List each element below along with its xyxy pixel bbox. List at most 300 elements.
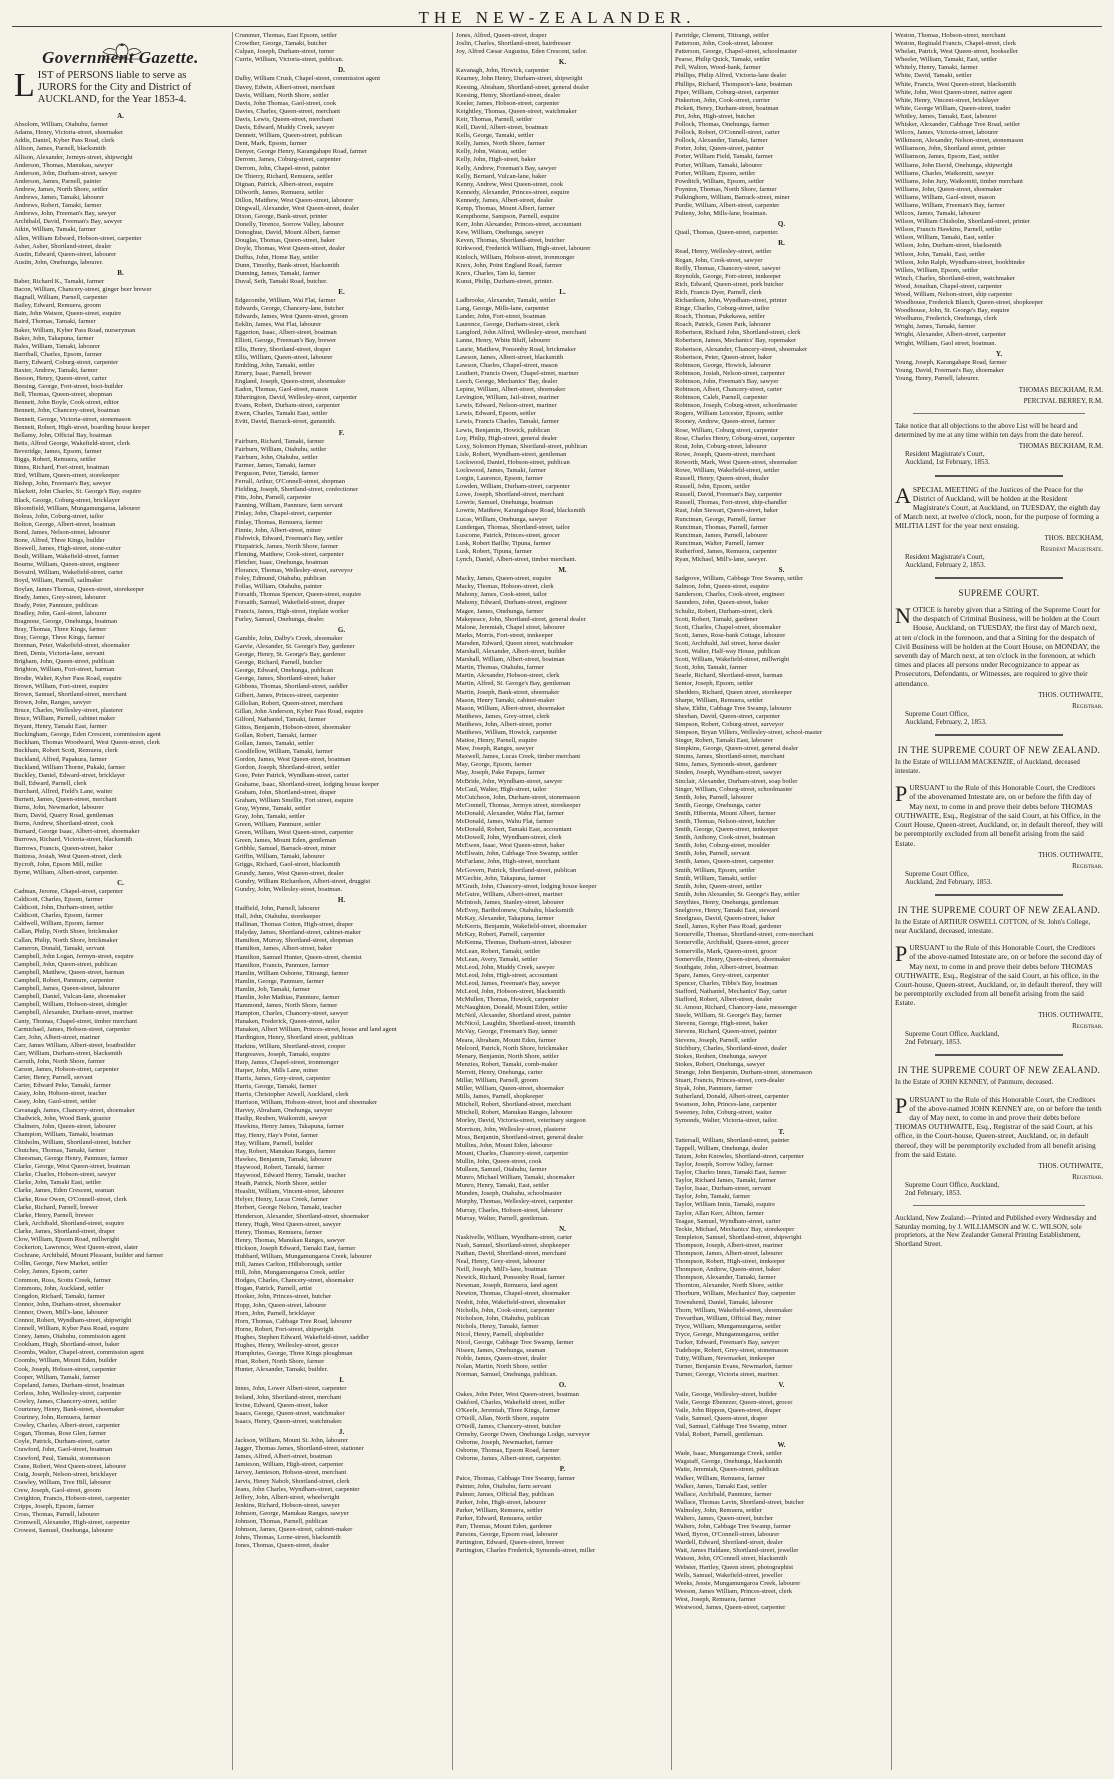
list-item: Heath, Patrick, North Shore, settler xyxy=(235,1180,327,1188)
list-item: Oakford, Charles, Wakefield street, miller xyxy=(456,1398,565,1406)
list-item: Davies, Charles, Queen-street, merchant xyxy=(235,107,341,115)
list-item: Smith, James, Queen-street, carpenter xyxy=(675,858,774,866)
location: Supreme Court Office, Auckland, xyxy=(905,1181,1000,1190)
divider xyxy=(935,577,1063,579)
list-item: Macky, Thomas, Hobson-street, clerk xyxy=(456,583,554,591)
list-item: Pearse, Philip Quick, Tamaki, settler xyxy=(675,56,770,64)
list-item: Gillolian, Robert, Queen-street, merchant xyxy=(235,699,343,707)
signature: Registrar. xyxy=(1072,861,1103,870)
list-item: Hopp, John, Queen-street, labourer xyxy=(235,1301,327,1309)
list-item: Jamieson, William, High-street, carpenter xyxy=(235,1461,344,1469)
list-item: Lucas, William, Onehunga, sawyer xyxy=(456,515,548,523)
section-letter: T. xyxy=(778,1127,785,1136)
list-item: Roach, Patrick, Green Park, labourer xyxy=(675,321,771,329)
list-item: Gollan, James, Tamaki, settler xyxy=(235,740,314,748)
list-item: Donelly, Terence, Sorrow Valley, labourer xyxy=(235,221,345,229)
list-item: Allison, James, Parnell, blacksmith xyxy=(14,145,106,153)
list-item: Newton, Thomas, Chapel-street, shoemaker xyxy=(456,1290,570,1298)
list-item: Coombs, William, Mount Eden, builder xyxy=(14,1357,118,1365)
signature: Registrar. xyxy=(1072,1173,1103,1182)
list-item: Runciman, Thomas, Parnell, farmer xyxy=(675,523,769,531)
list-item: Rooney, Andrew, Queen-street, farmer xyxy=(675,418,776,426)
divider xyxy=(935,1054,1063,1056)
list-item: Cogan, Thomas, Rose Glen, farmer xyxy=(14,1430,107,1438)
list-item: Rust, John Stewart, Queen-street, baker xyxy=(675,507,779,515)
list-item: Phillips, Richard, Thompson's-lane, boatman xyxy=(675,80,792,88)
list-item: Kell, David, Albert-street, boatman xyxy=(456,124,548,132)
list-item: Scott, John, Tamaki, farmer xyxy=(675,664,747,672)
list-item: Mason, William, Albert-street, shoemaker xyxy=(456,704,566,712)
list-item: Millar, William, Parnell, groom xyxy=(456,1077,539,1084)
list-item: George, Richard, Parnell, butcher xyxy=(235,659,323,667)
section-letter: Y. xyxy=(995,349,1003,358)
list-item: McDonald, James, Wahu Flat, farmer xyxy=(456,818,554,825)
estate-title: In the Estate of JOHN KENNEY, of Panmure, deceased. xyxy=(895,1078,1054,1087)
list-item: Harris, Christopher Atwell, Auckland, clerk xyxy=(235,1091,349,1099)
list-item: Partington, Edward, Queen-street, brewer xyxy=(456,1539,565,1547)
list-item: Neal, Henry, Grey-street, labourer xyxy=(456,1258,545,1266)
list-item: Cookham, Hugh, Shortland-street, baker xyxy=(14,1341,120,1349)
list-item: Hamilton, James, Albert-street, baker xyxy=(235,945,333,953)
list-item: Smith, John, Parnell, labourer xyxy=(675,793,753,801)
list-item: McNicol, Laughlin, Shortland-street, tinsmith xyxy=(456,1020,576,1028)
drop-cap: N xyxy=(895,602,911,628)
list-item: Clow, William, Epsom Road, millwright xyxy=(14,1236,120,1244)
list-item: Boult, William, Wakefield-street, farmer xyxy=(14,553,120,561)
list-item: Clarke, John, Tamaki East, settler xyxy=(14,1179,102,1187)
list-item: Carter, Henry, Parnell, servant xyxy=(14,1074,93,1082)
list-item: Fitzpatrick, James, North Shore, farmer xyxy=(235,542,339,550)
list-item: Vaile, George, Wellesley-street, builder xyxy=(675,1390,778,1398)
list-item: Francis, James, High-street, tinplate worker xyxy=(235,607,349,615)
list-item: Allison, Alexander, Jermyn-street, shipwright xyxy=(14,153,133,161)
list-item: Lepine, William, Albert-street, shoemaker xyxy=(456,386,566,394)
list-item: Stafford, Robert, Albert-street, dealer xyxy=(675,996,772,1004)
list-item: De Thierry, Richard, Remuera, settler xyxy=(235,172,333,180)
list-item: Robinson, Joseph, Coburg-street, schoolmaster xyxy=(675,402,798,410)
list-item: Lawson, Charles, Chapel-street, mason xyxy=(456,361,558,369)
list-item: Anderson, Thomas, Manukau, sawyer xyxy=(14,161,113,169)
list-item: Absolom, William, Otahuhu, farmer xyxy=(14,121,109,129)
list-item: Luscome, Patrick, Princes-street, grocer xyxy=(456,531,560,539)
list-item: Kelly, John, High-street, baker xyxy=(456,156,536,164)
list-item: George, Edward, Onehunga, publican xyxy=(235,667,334,675)
list-item: Rich, Edward, Queen-street, pork butcher xyxy=(675,280,784,288)
list-item: Poynton, Thomas, North Shore, farmer xyxy=(675,185,777,193)
list-item: Quail, Thomas, Queen-street, carpenter. xyxy=(675,229,779,237)
list-item: Clarke, James, Eden Crescent, seaman xyxy=(14,1187,115,1195)
list-item: Stevens, Joseph, Parnell, settler xyxy=(675,1036,757,1044)
list-item: Cowley, James, Chancery-street, settler xyxy=(14,1397,117,1405)
list-item: Carruth, John, North Shore, farmer xyxy=(14,1057,106,1065)
list-item: White, David, Tamaki, settler xyxy=(895,72,972,80)
list-item: Atkin, William, Tamaki, farmer xyxy=(14,226,97,234)
list-item: Saunders, John, Queen-street, baker xyxy=(675,599,769,607)
list-item: Harper, John, Mills Lane, miner xyxy=(235,1066,319,1074)
list-item: Porter, William Field, Tamaki, farmer xyxy=(675,153,773,161)
list-item: Irvine, Edward, Queen-street, baker xyxy=(235,1401,329,1409)
list-item: Nichols, Henry, Tamaki, farmer xyxy=(456,1322,539,1330)
list-item: George, Henry, St. George's Bay, gardener xyxy=(235,651,346,659)
column-4 xyxy=(675,32,888,1770)
list-item: Burchard, Alfred, Field's Lane, waiter xyxy=(14,787,113,795)
list-item: Campbell, Alexander, Durham-street, mariner xyxy=(14,1009,134,1017)
location: Auckland, February 2, 1853. xyxy=(905,560,986,569)
list-item: Carson, James, Hobson-street, carpenter xyxy=(14,1066,119,1074)
list-item: Bagnall, William, Parnell, carpenter xyxy=(14,294,108,302)
list-item: Scott, Archibald, Jail street, horse dealer xyxy=(675,639,781,647)
divider xyxy=(935,894,1063,896)
list-item: Woolhams, Frederick, Onehunga, clerk xyxy=(895,315,998,323)
list-item: Clarke, Rose Owen, O'Connell-street, clerk xyxy=(14,1195,127,1203)
list-item: Craig, Joseph, Nelson-street, bricklayer xyxy=(14,1470,117,1478)
list-item: Noble, James, Queen-street, dealer xyxy=(456,1355,547,1363)
list-item: Smith, Hibernia, Mount Albert, farmer xyxy=(675,809,776,817)
list-item: Watt, James Haldane, Shortland-street, jeweller xyxy=(675,1547,799,1555)
list-item: Fairburn, William, Otahuhu, settler xyxy=(235,445,327,453)
list-item: Bellamy, John, Official Bay, boatman xyxy=(14,431,112,439)
list-item: Bourne, William, Queen-street, engineer xyxy=(14,561,120,569)
list-item: May, Joseph, Pake Papaps, farmer xyxy=(456,769,545,777)
list-item: Green, William, West Queen-street, carpenter xyxy=(235,829,354,837)
list-item: Clark, Archibald, Shortland-street, esquire xyxy=(14,1219,125,1227)
list-item: Chalmers, John, Queen-street, labourer xyxy=(14,1122,116,1130)
list-item: Jackson, William, Mount St. John, labourer xyxy=(235,1437,348,1445)
list-item: Williamson, James, Epsom, East, settler xyxy=(895,153,1000,161)
list-item: Turner, Benjamin Evans, Newmarket, farmer xyxy=(675,1363,793,1371)
list-item: Lundergan, Thomas, Shortland-street, tailor xyxy=(456,523,570,531)
list-item: Black, George, Coburg-street, bricklayer xyxy=(14,496,120,504)
list-item: Patterson, John, Cook-street, labourer xyxy=(675,40,774,48)
list-item: Pell, Walton, Wood-bank, farmer xyxy=(675,64,761,72)
list-item: Gillan, John Anderson, Kyber Pass Road, esquire xyxy=(235,707,364,715)
list-item: Clarke, James, Shortland-street, draper xyxy=(14,1227,116,1235)
list-item: Cowley, Charles, Albert-street, carpenter xyxy=(14,1422,121,1430)
list-item: Corless, John, Wellesley-street, carpenter xyxy=(14,1389,122,1397)
list-item: Hickson, Joseph Edward, Tamaki East, farmer xyxy=(235,1244,356,1252)
list-item: Edwards, James, West Queen-street, groom xyxy=(235,313,348,321)
list-item: Williams, William, Gaol-street, mason xyxy=(895,193,996,201)
column-5 xyxy=(895,32,1103,1770)
list-item: Scott, Charles, Chapel-street, shoemaker xyxy=(675,623,781,631)
section-letter: P. xyxy=(559,1465,566,1474)
list-item: Teckie, Michael, Mechanics' Bay, storekeeper xyxy=(675,1225,795,1233)
list-item: Connor, John, Durham-street, shoemaker xyxy=(14,1300,121,1308)
list-item: Campbell, William, Hobson-street, shingler xyxy=(14,1001,128,1009)
list-item: Crummer, Thomas, East Epsom, settler xyxy=(235,32,337,39)
drop-cap: P xyxy=(895,941,908,967)
list-item: Kelly, Bernard, Vulcan-lane, baker xyxy=(456,172,547,180)
list-item: Boleus, John, Coburg-street, tailor xyxy=(14,512,104,520)
list-item: Mason, Henry Tamaki, cabinet-maker xyxy=(456,696,555,704)
list-item: Schultz, Robert, Durham-street, clerk xyxy=(675,607,773,615)
list-item: Addis, Daniel, Kyber Pass Road, clerk xyxy=(14,137,115,145)
list-item: Waite, Jeremiah, Queen-street, publican xyxy=(675,1466,779,1474)
signature: THOS. OUTHWAITE, xyxy=(1038,1010,1103,1019)
list-item: Joslin, Charles, Shortland-street, hairdresser xyxy=(456,40,571,48)
list-item: Osborne, Joseph, Newmarket, farmer xyxy=(456,1439,554,1447)
list-item: Brodie, Walter, Kyber Pass Road, esquire xyxy=(14,674,122,682)
list-item: Lawson, James, Albert-street, blacksmith xyxy=(456,353,564,361)
juror-list xyxy=(456,32,669,1555)
list-item: Ward, Byron, O'Connell-street, labourer xyxy=(675,1531,780,1539)
list-item: Stevens, George, High-street, baker xyxy=(675,1020,768,1028)
list-item: Pulteny, John, Mills-lane, boatman. xyxy=(675,210,768,218)
list-item: Buckland, Alfred, Papakura, farmer xyxy=(14,755,107,763)
list-item: Robinson, George, Howick, labourer xyxy=(675,361,771,369)
list-item: Reilly, Thomas, Chancery-street, sawyer xyxy=(675,264,781,272)
list-item: Vaile, Samuel, Queen-street, draper xyxy=(675,1414,768,1422)
list-item: Porter, John, Queen-street, painter xyxy=(675,145,764,153)
list-item: Buckingham, George, Eden Crescent, commission agent xyxy=(14,731,161,739)
list-item: Styak, John, Panmure, farmer xyxy=(675,1085,753,1093)
list-item: Maw, Joseph, Ranges, sawyer xyxy=(456,745,534,753)
list-item: Stafford, Nathaniel, Mechanics' Bay, carter xyxy=(675,987,787,995)
list-item: Wilson, John, Tamaki, East, settler xyxy=(895,250,986,258)
list-item: Leech, George, Mechanics' Bay, dealer xyxy=(456,377,558,385)
list-item: Bird, William, Queen-street, storekeeper xyxy=(14,472,120,480)
list-item: Cripps, Joseph, Epsom, farmer xyxy=(14,1503,95,1511)
list-item: Wilcox, James, Tamaki, labourer xyxy=(895,210,981,218)
list-item: Smith, Anthony, Cook-street, boatman xyxy=(675,834,775,842)
list-item: Robertson, Alexander, Chancery-street, shoemaker xyxy=(675,345,808,353)
list-item: Russell, David, Freeman's Bay, carpenter xyxy=(675,491,783,499)
list-item: Evans, Robert, Durham-street, carpenter xyxy=(235,402,341,410)
list-item: Hadfield, John, Parnell, labourer xyxy=(235,904,320,912)
list-item: Trevarthan, William, Official Bay, miner xyxy=(675,1314,781,1322)
list-item: Wade, Isaac, Mungamunga Creek, settler xyxy=(675,1450,782,1458)
list-item: Smith, William, Epsom, settler xyxy=(675,866,756,874)
list-item: Miller, William, Queen-street, shoemaker xyxy=(456,1085,565,1093)
list-item: Robinson, Albert, Chancery-street, carter xyxy=(675,386,782,394)
list-item: Marshall, William, Albert-street, boatman xyxy=(456,656,565,664)
list-item: Haywood, Robert, Tamaki, farmer xyxy=(235,1163,325,1171)
list-item: Clarke, Charles, Hobson-street, sawyer xyxy=(14,1171,116,1179)
list-item: Runciman, George, Parnell, farmer xyxy=(675,515,767,523)
list-item: Brennan, Peter, Wakefield-street, shoemaker xyxy=(14,642,130,650)
list-item: McKay, Robert, Parnell, carpenter xyxy=(456,931,546,939)
list-item: Henry, Hugh, West Queen-street, sawyer xyxy=(235,1220,341,1228)
list-item: Finlay, John, Chapel-street, carpenter xyxy=(235,510,333,518)
location: Auckland, February, 2, 1853. xyxy=(905,718,987,727)
list-item: Smith, Thomas, Nelson-street, butcher xyxy=(675,818,776,825)
list-item: Kelly, Andrew, Freeman's Bay, sawyer xyxy=(456,164,557,172)
list-item: Brett, Denis, Victoria-lane, servant xyxy=(14,650,105,658)
list-item: Griffin, William, Tamaki, labourer xyxy=(235,853,325,861)
list-item: Cavanagh, James, Chancery-street, shoemaker xyxy=(14,1106,135,1114)
list-item: Pollock, Alexander, Tamaki, farmer xyxy=(675,137,768,145)
signature: THOS. OUTHWAITE, xyxy=(1038,850,1103,859)
list-item: Lockwood, Daniel, Hobson-street, publican xyxy=(456,458,570,466)
list-item: McLeod, John, High-street, accountant xyxy=(456,971,558,979)
list-item: Fairburn, John, Otahuhu, settler xyxy=(235,453,318,461)
section-letter: F. xyxy=(338,428,345,437)
list-item: Lynch, Daniel, Albert-street, timber merchant. xyxy=(456,556,577,563)
list-item: Hay, Robert, Manukau Ranges, farmer xyxy=(235,1147,336,1155)
list-item: Gamble, John, Dalby's Creek, shoemaker xyxy=(235,634,343,642)
list-item: Melcord, Patrick, North Shore, brickmaker xyxy=(456,1044,568,1052)
estate-title: In the Estate of ARTHUR OSWELL COTTON, of St. John's College, near Auckland, deceased, intestate. xyxy=(895,918,1091,935)
list-item: Rowe, William, Wakefield-street, settler xyxy=(675,466,780,474)
section-letter: N. xyxy=(559,1224,566,1233)
list-item: Thorburn, William, Mechanics' Bay, carpenter xyxy=(675,1290,796,1298)
list-item: White, John, West Queen-street, native agent xyxy=(895,88,1013,96)
list-item: Andrews, Robert, Tamaki, farmer xyxy=(14,202,102,210)
list-item: Bishop, John, Freeman's Bay, sawyer xyxy=(14,480,111,488)
list-item: Macky, James, Queen-street, esquire xyxy=(456,575,552,583)
list-item: Carr, John, Albert-street, mariner xyxy=(14,1033,101,1041)
list-item: Dignan, Patrick, Albert-street, esquire xyxy=(235,180,334,188)
list-item: Mullins, John, Mount Eden, labourer xyxy=(456,1141,553,1149)
list-item: Cadman, Jerome, Chapel-street, carpenter xyxy=(14,888,124,895)
list-item: Ellis, Henry, Shortland-street, draper xyxy=(235,345,331,353)
list-item: Callan, Philip, North Shore, brickmaker xyxy=(14,936,118,944)
list-item: Casey, John, Gaol-street, settler xyxy=(14,1098,97,1106)
list-item: Simpson, Bryan Villiers, Wellesley-street, school-master xyxy=(675,728,823,736)
section-letter: S. xyxy=(778,566,785,575)
list-item: Robinson, Josiah, Nelson-street, carpenter xyxy=(675,369,785,377)
list-item: Mitchell, Robert, Shortland-street, merchant xyxy=(456,1101,572,1109)
list-item: Common, Ross, Scotts Creek, farmer xyxy=(14,1276,111,1284)
list-item: Crew, Joseph, Gaol-street, groom xyxy=(14,1486,101,1494)
list-item: Beesing, George, Fort-street, boot-builder xyxy=(14,383,123,391)
list-item: Cockerton, Lawrence, West Queen-street, slater xyxy=(14,1244,139,1252)
list-item: Snelgrove, Henry, Tamaki East, steward xyxy=(675,907,780,915)
list-item: Hamlin, John Mathias, Panmure, farmer xyxy=(235,993,340,1001)
list-item: Hamilton, Samuel Hunter, Queen-street, chemist xyxy=(235,953,362,961)
list-item: Stokes, Reuben, Onehunga, sawyer xyxy=(675,1052,768,1060)
list-item: Cromwell, Alexander, High-street, carpenter xyxy=(14,1519,130,1527)
list-item: Wells, Samuel, Wakefield-street, jeweller xyxy=(675,1571,783,1579)
list-item: Ellis, William, Queen-street, labourer xyxy=(235,353,333,361)
list-item: Bennett, Robert, High-street, boarding house keeper xyxy=(14,423,150,431)
list-item: Lanne, Henry, White Bluff, labourer xyxy=(456,337,551,345)
list-item: Goodfellow, William, Tamaki, farmer xyxy=(235,748,333,756)
list-item: Hay, Henry, Hay's Point, farmer xyxy=(235,1131,319,1139)
list-item: Hodges, Charles, Chancery-street, shoemaker xyxy=(235,1277,354,1285)
list-item: Coyle, Patrick, Durham-street, carter xyxy=(14,1438,111,1446)
list-item: Hunter, Alexander, Tamaki, builder. xyxy=(235,1366,328,1374)
list-item: Brady, Peter, Panmure, publican xyxy=(14,601,98,609)
list-item: Burnett, James, Queen-street, merchant xyxy=(14,795,117,803)
list-item: Hill, John, Mungamungaroa Creek, settler xyxy=(235,1269,345,1277)
list-item: Rose, William, Coburg street, carpenter xyxy=(675,426,778,434)
militia-notice xyxy=(895,482,1103,531)
list-item: Purdie, William, Albert-street, carpenter xyxy=(675,201,780,209)
list-item: Thompson, James, Albert-street, labourer xyxy=(675,1249,783,1257)
list-item: McEwen, Isaac, West Queen-street, baker xyxy=(456,842,565,850)
list-item: Sutherland, Donald, Albert-street, carpenter xyxy=(675,1093,789,1101)
list-item: Matthews, James, Grey-street, clerk xyxy=(456,712,550,720)
list-item: Marshall, Alexander, Albert-street, builder xyxy=(456,648,567,656)
list-item: Kerr, John Alexander, Princes-street, accountant xyxy=(456,221,582,229)
list-item: Gittos, Benjamin, Hobson-street, shoemaker xyxy=(235,723,351,731)
list-item: Marsden, Edward, Queen street, watchmaker xyxy=(456,639,574,647)
list-item: McFarlane, John, High-street, merchant xyxy=(456,858,560,866)
list-item: Robinson, John, Freeman's Bay, sawyer xyxy=(675,377,779,385)
list-item: Bray, Thomas, Three Kings, farmer xyxy=(14,626,107,633)
list-item: Lisle, Robert, Wyndham-street, gentleman xyxy=(456,450,567,458)
list-item: Maxwell, James, Lucas Creek, timber merchant xyxy=(456,753,581,761)
list-item: Stuart, Francis, Princes-street, corn-dealer xyxy=(675,1077,785,1084)
list-item: Crane, Robert, West Queen-street, labourer xyxy=(14,1462,127,1470)
signature: THOS. BECKHAM, xyxy=(1044,533,1103,542)
list-item: Burns, Andrew, Shortland-street, cook xyxy=(14,820,114,828)
list-item: Henderson, Alexander, Shortland-street, shoemaker xyxy=(235,1212,370,1220)
location: Supreme Court Office, xyxy=(905,710,969,718)
list-item: Sinden, Joseph, Wyndham-street, sawyer xyxy=(675,769,782,777)
list-item: Austin, John, Onehunga, labourer. xyxy=(14,258,104,266)
list-item: Southgate, John, Albert-street, boatman xyxy=(675,963,778,971)
list-item: White, Henry, Vincent-street, bricklayer xyxy=(895,96,1000,104)
column-divider xyxy=(452,32,453,1770)
list-item: McEvoy, Bartholomew, Otahuhu, blacksmith xyxy=(456,907,574,915)
list-item: Patterson, George, Chapel-street, schoolmaster xyxy=(675,48,797,56)
list-item: Palmer, James, Official Bay, publican xyxy=(456,1490,554,1498)
juror-list xyxy=(14,112,227,1535)
list-item: M'Gechie, John, Takapuna, farmer xyxy=(456,874,546,882)
list-item: Painter, John, Otahuhu, farm servant xyxy=(456,1482,552,1490)
list-item: Johns, Thomas, Lorne-street, blacksmith xyxy=(235,1534,341,1542)
list-item: Phillips, Philip Alfred, Victoria-lane dealer xyxy=(675,72,787,80)
list-item: Bull, Edward, Parnell, clerk xyxy=(14,779,87,787)
divider xyxy=(913,413,1085,414)
list-item: Fielding, Joseph, Shortland-street, confectioner xyxy=(235,486,359,494)
list-item: Andrews, James, Tamaki, labourer xyxy=(14,194,105,202)
list-item: Keir, Thomas, Parnell, settler xyxy=(456,115,533,123)
list-item: Lowden, William, Durham-street, carpenter xyxy=(456,483,570,491)
list-item: Kenny, Andrew, West Queen-street, cook xyxy=(456,180,563,188)
location: Resident Magistrate's Court, xyxy=(905,552,985,561)
list-item: Rout, John, Coburg-street, labourer xyxy=(675,442,767,450)
list-item: Smith, John, Parnell, servant xyxy=(675,850,750,858)
list-item: Foley, Edmund, Otahuhu, publican xyxy=(235,575,326,583)
list-item: Stevens, Richard, Queen-street, painter xyxy=(675,1028,777,1036)
list-item: Rich, Francis Dyer, Parnell, clerk xyxy=(675,288,762,296)
list-item: Westwood, James, Queen-street, carpenter xyxy=(675,1604,786,1611)
list-item: Weston, Reginald Francis, Chapel-street, clerk xyxy=(895,40,1016,48)
list-item: Williams, Charles, Waikomiti, sawyer xyxy=(895,169,994,177)
list-item: Hamlin, George, Panmure, farmer xyxy=(235,977,324,985)
list-item: Wilson, John Ralph, Wyndham-street, bookbinder xyxy=(895,258,1026,266)
location: Auckland, 1st February, 1853. xyxy=(905,458,990,467)
take-notice: Take notice that all objections to the above List will be heard and determined by me at any time within ten days from the date hereof. xyxy=(895,422,1084,439)
list-item: Lander, John, Fort-street, boatman xyxy=(456,313,546,321)
list-item: Pollock, Robert, O'Connell-street, carter xyxy=(675,129,780,137)
list-item: Burrows, Francis, Queen-street, baker xyxy=(14,844,113,852)
list-item: West, Joseph, Remuera, farmer xyxy=(675,1595,757,1603)
list-item: Carter, Edward Peke, Tamaki, farmer xyxy=(14,1082,111,1090)
list-item: Smith, George, Queen-street, innkeeper xyxy=(675,826,779,834)
list-item: Baber, Richard K., Tamaki, farmer xyxy=(14,277,105,285)
list-item: Swanson, John, Princes-lane, carpenter xyxy=(675,1101,777,1109)
list-item: Adams, Henry, Victoria-street, shoemaker xyxy=(14,129,124,137)
list-item: Morley, David, Victoria-street, veterinary surgeon xyxy=(456,1117,586,1125)
list-item: May, George, Epsom, farmer xyxy=(456,761,532,769)
list-item: Clarke, Henry, Parnell, brewer xyxy=(14,1211,94,1219)
list-item: Taylor, Allan Kerr, Albion, farmer xyxy=(675,1209,764,1217)
list-item: Turner, George, Victoria street, mariner. xyxy=(675,1371,779,1379)
list-item: Davis, John Thomas, Gaol-street, cook xyxy=(235,99,337,107)
list-item: Coney, James, Otahuhu, commission agent xyxy=(14,1333,126,1341)
list-item: Vaile, George Ebenezer, Queen-street, grocer xyxy=(675,1398,793,1406)
list-item: Rogers, William Leicester, Epsom, settler xyxy=(675,410,784,418)
list-item: Loy, Philip, High-street, general dealer xyxy=(456,434,558,442)
list-item: Lowrie, Matthew, Karangahape Road, blacksmith xyxy=(456,507,586,515)
list-item: Whisker, Alexander, Cabbage Tree Road, settler xyxy=(895,121,1021,129)
list-item: Keeler, James, Hobson-street, carpenter xyxy=(456,99,560,107)
list-item: Kemp, Thomas, Mount Albert, farmer xyxy=(456,204,555,212)
